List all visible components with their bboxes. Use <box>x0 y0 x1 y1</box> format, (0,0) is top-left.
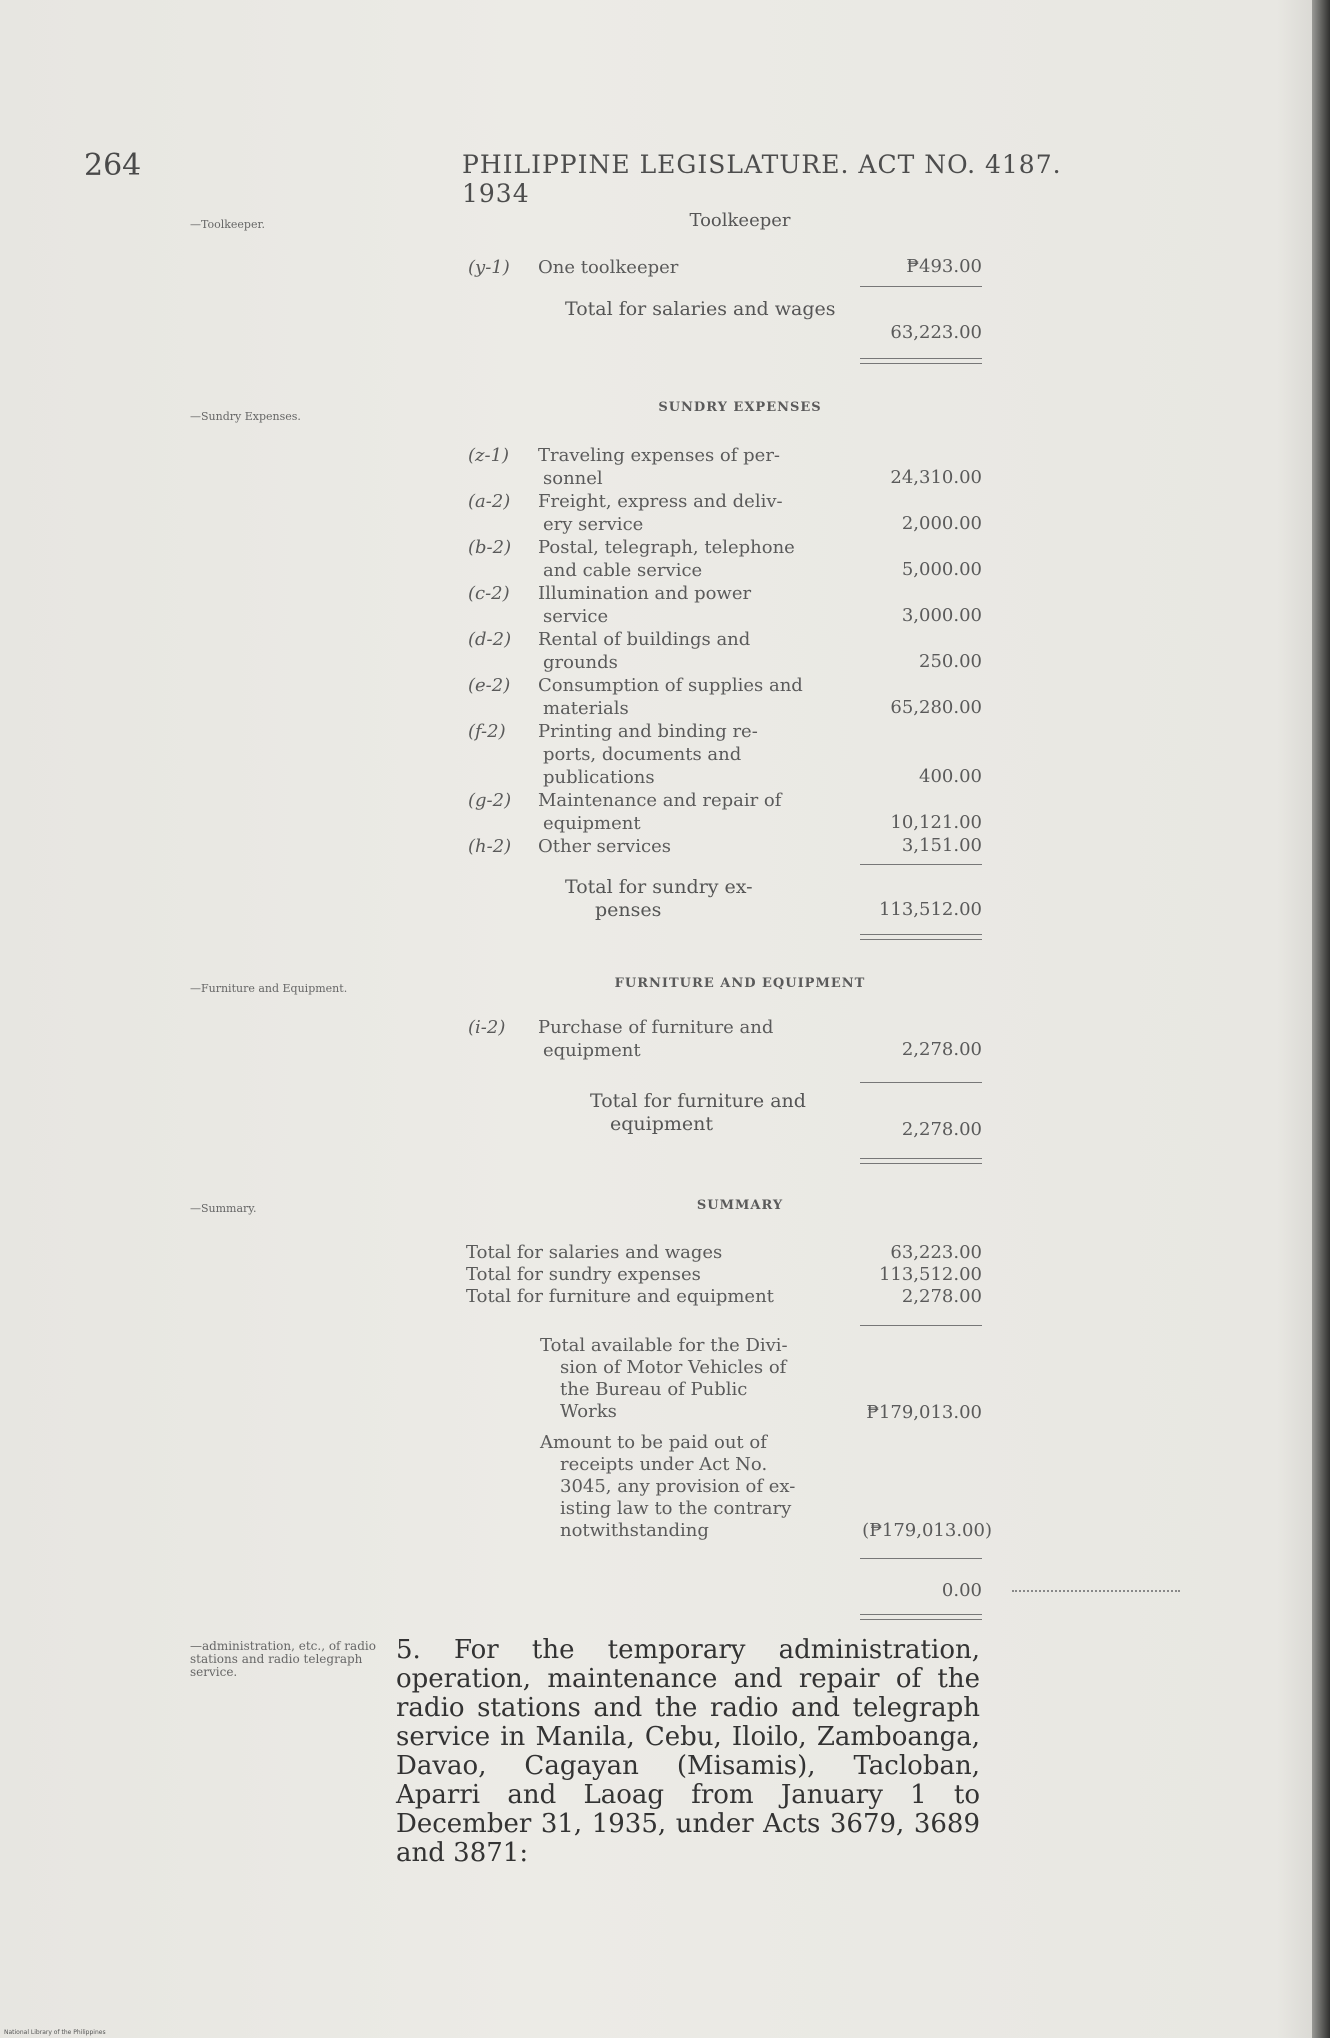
page-header <box>84 148 1124 208</box>
rule <box>860 864 982 865</box>
rule <box>860 1325 982 1326</box>
sundry-item: (f-2) Printing and binding re- ports, documents and publications <box>468 721 758 788</box>
double-rule <box>860 1614 982 1620</box>
summary-line-amount: 63,223.00 <box>890 1242 982 1263</box>
sundry-item-amount: 250.00 <box>919 651 982 672</box>
sundry-item-amount: 10,121.00 <box>890 812 982 833</box>
salaries-total-amount: 63,223.00 <box>890 322 982 343</box>
sundry-item: (d-2) Rental of buildings and grounds <box>468 629 751 673</box>
summary-line-label: Total for furniture and equipment <box>466 1286 774 1307</box>
toolkeeper-item: (y-1) One toolkeeper <box>468 257 679 278</box>
sundry-item-amount: 24,310.00 <box>890 467 982 488</box>
available-total-amount: ₱179,013.00 <box>866 1402 982 1423</box>
page-edge-shadow <box>1312 0 1330 2038</box>
summary-line-label: Total for sundry expenses <box>466 1264 701 1285</box>
sundry-item-amount: 2,000.00 <box>901 513 982 534</box>
summary-heading: SUMMARY <box>696 1198 784 1213</box>
double-rule <box>860 934 982 940</box>
footer-credit: National Library of the Philippines <box>4 2029 106 2036</box>
page-number: 264 <box>84 148 142 183</box>
sundry-item: (c-2) Illumination and power service <box>468 583 752 627</box>
sundry-total-label: Total for sundry ex- penses <box>565 876 753 921</box>
running-title: PHILIPPINE LEGISLATURE. ACT NO. 4187. 1934 <box>462 150 1062 208</box>
paid-out-label: Amount to be paid out of receipts under Act No. 3045, any provision of ex- isting law to the contrary notwithstanding <box>540 1432 796 1541</box>
sundry-item: (a-2) Freight, express and deliv- ery service <box>468 491 783 535</box>
furniture-item-amount: 2,278.00 <box>901 1039 982 1060</box>
sundry-item: (g-2) Maintenance and repair of equipment <box>468 790 782 834</box>
available-total-label: Total available for the Divi- sion of Motor Vehicles of the Bureau of Public Works <box>540 1335 788 1422</box>
margin-note-toolkeeper: —Toolkeeper. <box>190 218 266 231</box>
margin-note-furniture: —Furniture and Equipment. <box>190 982 348 995</box>
furniture-total-label: Total for furniture and equipment <box>590 1090 806 1135</box>
margin-note-radio: —administration, etc., of radio stations and radio telegraph service. <box>190 1639 376 1679</box>
margin-note-sundry: —Sundry Expenses. <box>190 410 301 423</box>
sundry-item: (h-2) Other services <box>468 836 671 857</box>
sundry-item-amount: 5,000.00 <box>901 559 982 580</box>
rule <box>860 1558 982 1559</box>
salaries-total-label: Total for salaries and wages <box>565 298 836 320</box>
double-rule <box>860 1158 982 1164</box>
furniture-item: (i-2) Purchase of furniture and equipment <box>468 1017 774 1061</box>
margin-note-summary: —Summary. <box>190 1202 257 1215</box>
summary-line-label: Total for salaries and wages <box>466 1242 723 1263</box>
sundry-item-amount: 65,280.00 <box>890 697 982 718</box>
sundry-total-amount: 113,512.00 <box>878 899 982 920</box>
sundry-item-amount: 400.00 <box>919 766 982 787</box>
summary-line-amount: 2,278.00 <box>901 1286 982 1307</box>
sundry-item-amount: 3,151.00 <box>901 835 982 856</box>
toolkeeper-item-amount: ₱493.00 <box>906 256 982 277</box>
sundry-item: (b-2) Postal, telegraph, telephone and cable service <box>468 537 795 581</box>
dotted-leader <box>1012 1590 1180 1592</box>
furniture-total-amount: 2,278.00 <box>901 1119 982 1140</box>
section-5-paragraph: 5. For the temporary administration, operation, maintenance and repair of the radio stations and the radio and telegraph service in Manila, Cebu, Iloilo, Zamboanga, Davao, Cagayan (Misamis), Tacloban, Aparri and Laoag from January 1 to December 31, 1935, under Acts 3679, 3689 and 3871: <box>396 1635 980 1868</box>
sundry-item: (e-2) Consumption of supplies and materials <box>468 675 803 719</box>
rule <box>860 1082 982 1083</box>
furniture-heading: FURNITURE AND EQUIPMENT <box>614 976 866 991</box>
balance-amount: 0.00 <box>941 1580 982 1601</box>
rule <box>860 286 982 287</box>
paid-out-amount: (₱179,013.00) <box>862 1520 992 1541</box>
double-rule <box>860 358 982 364</box>
summary-line-amount: 113,512.00 <box>878 1264 982 1285</box>
toolkeeper-heading: Toolkeeper <box>689 210 791 231</box>
sundry-heading: SUNDRY EXPENSES <box>658 400 822 415</box>
sundry-item: (z-1) Traveling expenses of per- sonnel <box>468 445 781 489</box>
sundry-item-amount: 3,000.00 <box>901 605 982 626</box>
